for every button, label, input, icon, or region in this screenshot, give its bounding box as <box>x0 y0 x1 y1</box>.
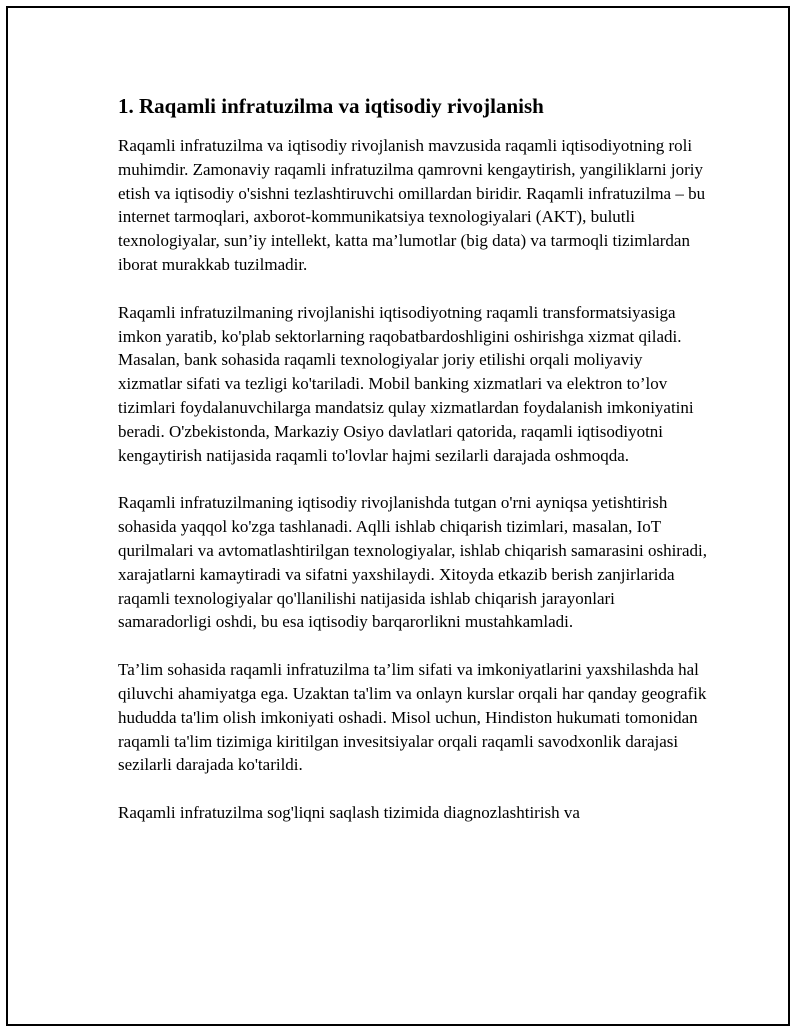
paragraph-4: Ta’lim sohasida raqamli infratuzilma ta’lim sifati va imkoniyatlarini yaxshilashda hal qiluvchi ahamiyatga ega. Uzaktan ta'lim va onlayn kurslar orqali har qanday geografik hududda ta'lim olish imkoniyati oshadi. Misol uchun, Hindiston hukumati tomonidan raqamli ta'lim tizimiga kiritilgan invesitsiyalar orqali raqamli savodxonlik darajasi sezilarli darajada ko'tarildi. <box>118 660 707 775</box>
paragraph-1: Raqamli infratuzilma va iqtisodiy rivojlanish mavzusida raqamli iqtisodiyotning roli muhimdir. Zamonaviy raqamli infratuzilma qamrovni kengaytirish, yangiliklarni joriy etish va iqtisodiy o'sishni tezlashtiruvchi omillardan biridir. Raqamli infratuzilma – bu internet tarmoqlari, axborot-kommunikatsiya texnologiyalari (AKT), bulutli texnologiyalar, sun’iy intellekt, katta ma’lumotlar (big data) va tarmoqli tizimlardan iborat murakkab tuzilmadir. <box>118 136 706 274</box>
paragraph-5: Raqamli infratuzilma sog'liqni saqlash tizimida diagnozlashtirish va <box>118 803 580 823</box>
paragraph-3: Raqamli infratuzilmaning iqtisodiy rivojlanishda tutgan o'rni ayniqsa yetishtirish sohasida yaqqol ko'zga tashlanadi. Aqlli ishlab chiqarish tizimlari, masalan, IoT qurilmalari va avtomatlashtirilgan texnologiyalar, ishlab chiqarish samarasini oshiradi, xarajatlarni kamaytiradi va sifatni yaxshilaydi. Xitoyda etkazib berish zanjirlarida raqamli texnologiyalar qo'llanilishi natijasida ishlab chiqarish jarayonlari samaradorligi oshdi, bu esa iqtisodiy barqarorlikni mustahkamladi. <box>118 493 707 632</box>
document-body <box>118 92 708 849</box>
paragraph-2: Raqamli infratuzilmaning rivojlanishi iqtisodiyotning raqamli transformatsiyasiga imkon yaratib, ko'plab sektorlarning raqobatbardoshligini oshirishga xizmat qiladi. Masalan, bank sohasida raqamli texnologiyalar joriy etilishi orqali moliyaviy xizmatlar sifati va tezligi ko'tariladi. Mobil banking xizmatlari va elektron to’lov tizimlari foydalanuvchilarga mandatsiz qulay xizmatlardan foydalanish imkoniyatini beradi. O'zbekistonda, Markaziy Osiyo davlatlari qatorida, raqamli iqtisodiyotni kengaytirish natijasida raqamli to'lovlar hajmi sezilarli darajada oshmoqda. <box>118 302 694 465</box>
section-heading: 1. Raqamli infratuzilma va iqtisodiy rivojlanish <box>118 94 544 118</box>
